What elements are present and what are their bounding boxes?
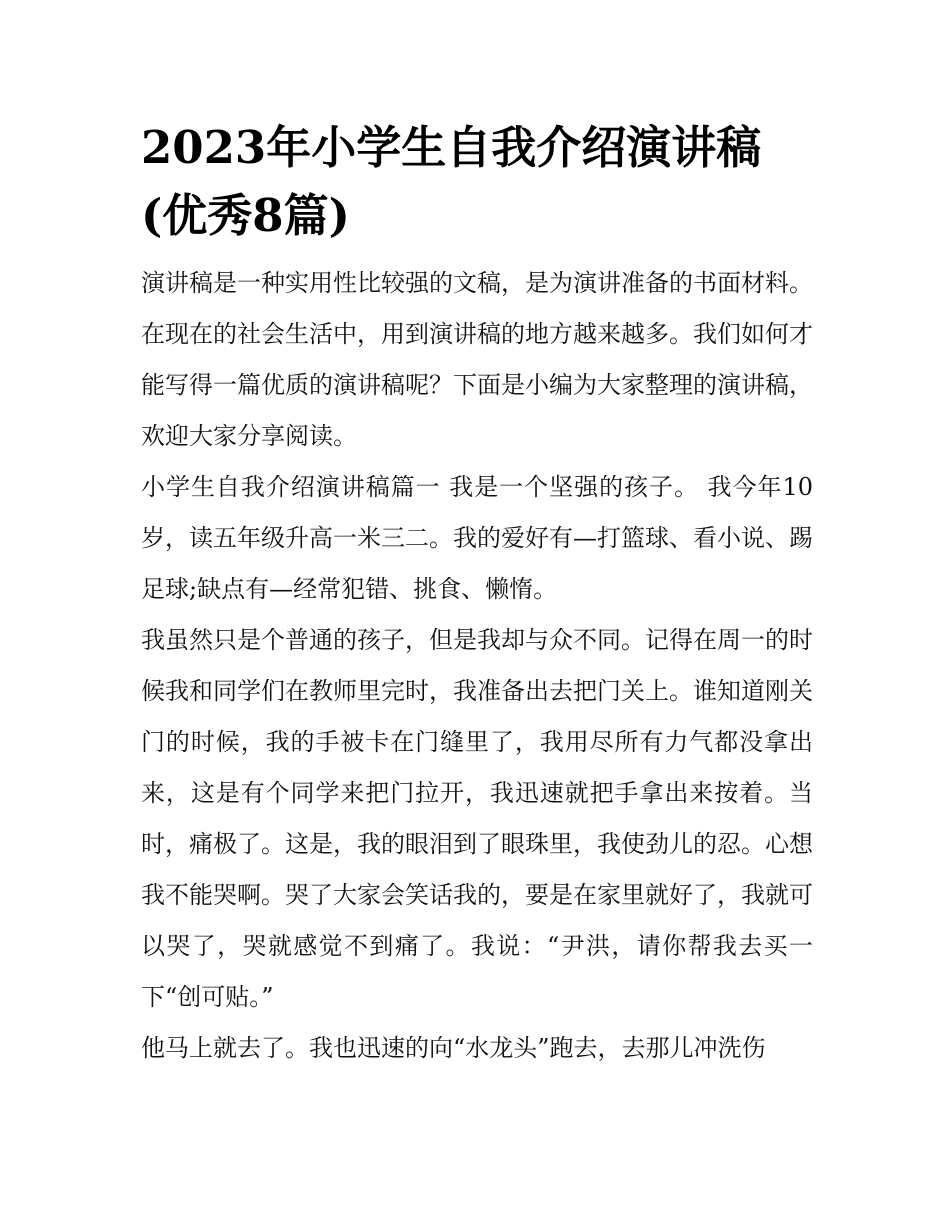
paragraph-continuation: 他马上就去了。我也迅速的向“水龙头”跑去，去那儿冲洗伤 bbox=[141, 1034, 766, 1062]
paragraph-speech-one: 小学生自我介绍演讲稿篇一 我是一个坚强的孩子。 我今年10岁，读五年级升高一米三二。我的爱好有—打篮球、看小说、踢足球;缺点有—经常犯错、挑食、懒惰。 bbox=[141, 473, 813, 603]
document-title: 2023年小学生自我介绍演讲稿(优秀8篇) bbox=[141, 121, 762, 242]
paragraph-story: 我虽然只是个普通的孩子，但是我却与众不同。记得在周一的时候我和同学们在教师里完时，我准备出去把门关上。谁知道刚关门的时候，我的手被卡在门缝里了，我用尽所有力气都没拿出来，这是有个同学来把门拉开，我迅速就把手拿出来按着。当时，痛极了。这是，我的眼泪到了眼珠里，我使劲儿的忍。心想我不能哭啊。哭了大家会笑话我的，要是在家里就好了，我就可以哭了，哭就感觉不到痛了。我说：“尹洪，请你帮我去买一下“创可贴。” bbox=[141, 626, 813, 1011]
paragraph-intro: 演讲稿是一种实用性比较强的文稿，是为演讲准备的书面材料。在现在的社会生活中，用到演讲稿的地方越来越多。我们如何才能写得一篇优质的演讲稿呢？下面是小编为大家整理的演讲稿，欢迎大家分享阅读。 bbox=[141, 269, 813, 450]
document-body bbox=[141, 114, 813, 1074]
